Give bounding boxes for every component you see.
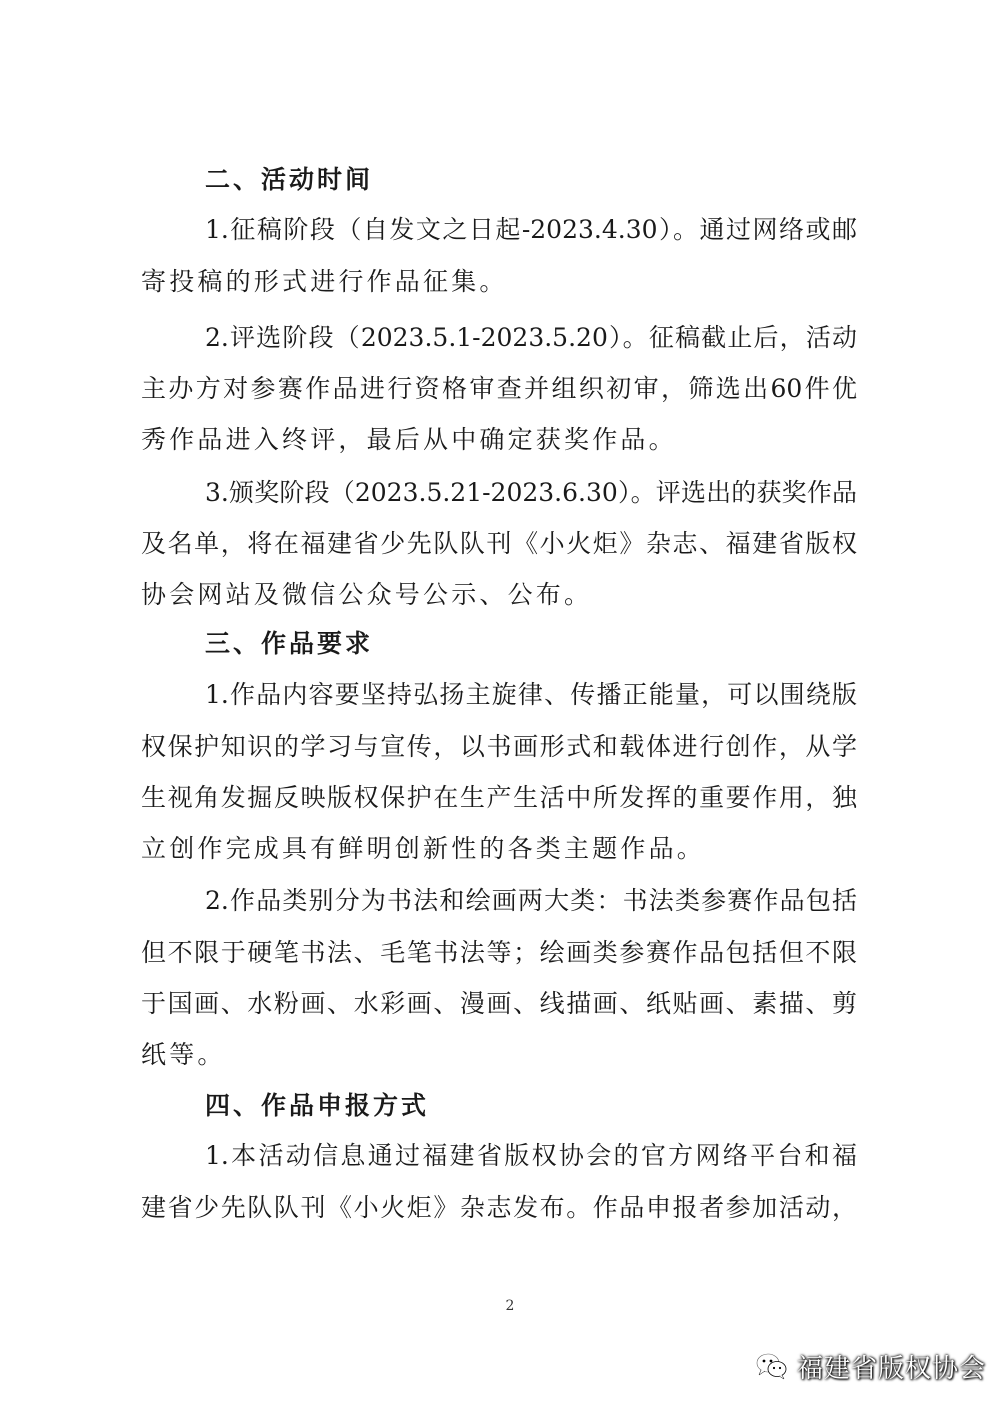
paragraph-line: 主办方对参赛作品进行资格审查并组织初审，筛选出60件优 bbox=[141, 374, 857, 403]
section-heading-submission-method: 四、作品申报方式 bbox=[205, 1091, 430, 1120]
paragraph-line: 2.作品类别分为书法和绘画两大类：书法类参赛作品包括 bbox=[205, 886, 857, 915]
section-heading-work-requirements: 三、作品要求 bbox=[205, 629, 374, 658]
paragraph-line: 生视角发掘反映版权保护在生产生活中所发挥的重要作用，独 bbox=[141, 783, 857, 812]
paragraph-line: 于国画、水粉画、水彩画、漫画、线描画、纸贴画、素描、剪 bbox=[141, 989, 857, 1018]
paragraph-line: 但不限于硬笔书法、毛笔书法等；绘画类参赛作品包括但不限 bbox=[141, 938, 857, 967]
paragraph-line: 协会网站及微信公众号公示、公布。 bbox=[141, 580, 593, 609]
paragraph-line: 2.评选阶段（2023.5.1-2023.5.20）。征稿截止后，活动 bbox=[205, 323, 857, 352]
paragraph-line: 及名单，将在福建省少先队队刊《小火炬》杂志、福建省版权 bbox=[141, 529, 857, 558]
paragraph-line: 秀作品进入终评，最后从中确定获奖作品。 bbox=[141, 425, 677, 454]
paragraph-line: 寄投稿的形式进行作品征集。 bbox=[141, 267, 508, 296]
paragraph-line: 建省少先队队刊《小火炬》杂志发布。作品申报者参加活动， bbox=[141, 1193, 857, 1222]
paragraph-line: 1.征稿阶段（自发文之日起-2023.4.30）。通过网络或邮 bbox=[205, 215, 857, 244]
paragraph-line: 权保护知识的学习与宣传，以书画形式和载体进行创作，从学 bbox=[141, 732, 857, 761]
watermark-text: 福建省版权协会 bbox=[797, 1353, 987, 1384]
section-heading-activity-time: 二、活动时间 bbox=[205, 165, 374, 194]
paragraph-line: 3.颁奖阶段（2023.5.21-2023.6.30）。评选出的获奖作品 bbox=[205, 478, 857, 507]
paragraph-line: 1.作品内容要坚持弘扬主旋律、传播正能量，可以围绕版 bbox=[205, 680, 857, 709]
paragraph-line: 立创作完成具有鲜明创新性的各类主题作品。 bbox=[141, 834, 706, 863]
paragraph-line: 纸等。 bbox=[141, 1040, 226, 1069]
wechat-icon bbox=[755, 1351, 789, 1381]
wechat-watermark bbox=[755, 1346, 986, 1386]
page-number: 2 bbox=[505, 1298, 515, 1314]
paragraph-line: 1.本活动信息通过福建省版权协会的官方网络平台和福 bbox=[205, 1141, 857, 1170]
